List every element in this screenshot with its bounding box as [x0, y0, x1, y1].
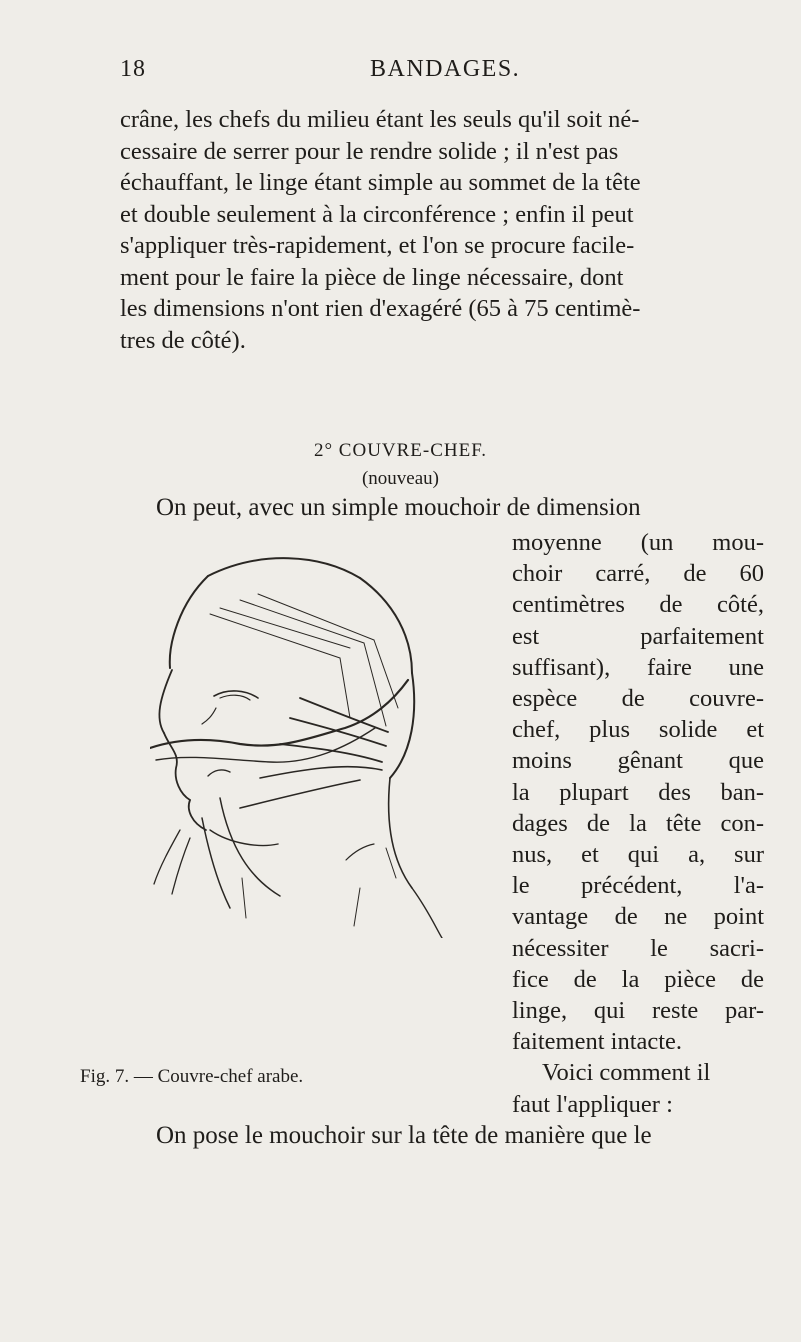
text-line: s'appliquer très-rapidement, et l'on se procure facile-: [120, 232, 635, 259]
last-line: On pose le mouchoir sur la tête de manière que le: [156, 1122, 652, 1149]
text-line: ment pour le faire la pièce de linge nécessaire, dont: [120, 263, 624, 291]
text-line: suffisant), faire une: [512, 653, 764, 681]
text-line: la plupart des ban-: [512, 778, 764, 806]
text-line: cessaire de serrer pour le rendre solide ; il n'est pas: [120, 137, 619, 165]
text-line: faut l'appliquer :: [512, 1090, 673, 1118]
text-line: espèce de couvre-: [512, 685, 764, 713]
section-heading: 2° COUVRE-CHEF.: [313, 440, 488, 461]
text-line: centimètres de côté,: [512, 591, 764, 619]
text-line: moyenne (un mou-: [512, 529, 764, 556]
text-line: vantage de ne point: [512, 903, 764, 931]
text-line: est parfaitement: [512, 622, 764, 650]
text-line: dages de la tête con-: [512, 809, 764, 837]
running-title: BANDAGES.: [370, 56, 521, 82]
section-subheading: (nouveau): [361, 468, 440, 489]
head-bandage-illustration: [150, 548, 500, 938]
text-line: le précédent, l'a-: [512, 872, 764, 900]
text-line: faitement intacte.: [512, 1028, 683, 1056]
text-line: et double seulement à la circonférence ; enfin il peut: [120, 200, 634, 228]
text-line: choir carré, de 60: [512, 560, 764, 588]
text-line: chef, plus solide et: [512, 716, 764, 744]
wrapped-text-column: [512, 527, 764, 1120]
lead-line: On peut, avec un simple mouchoir de dimension: [156, 494, 641, 521]
figure-caption: Fig. 7. — Couvre-chef arabe.: [80, 1066, 304, 1087]
text-line: nus, et qui a, sur: [512, 841, 764, 869]
page-header: [120, 56, 730, 92]
text-line: nécessiter le sacri-: [512, 934, 764, 962]
text-line: tres de côté).: [120, 326, 246, 354]
page-number: 18: [120, 56, 146, 82]
text-line: crâne, les chefs du milieu étant les seuls qu'il soit né-: [120, 106, 640, 133]
text-line: linge, qui reste par-: [512, 997, 764, 1025]
text-line: moins gênant que: [512, 747, 764, 775]
text-line: fice de la pièce de: [512, 965, 764, 993]
text-line: Voici comment il: [542, 1059, 711, 1087]
text-line: échauffant, le linge étant simple au sommet de la tête: [120, 169, 641, 196]
text-line: les dimensions n'ont rien d'exagéré (65 à 75 centimè-: [120, 295, 641, 322]
top-paragraph: [120, 104, 738, 356]
